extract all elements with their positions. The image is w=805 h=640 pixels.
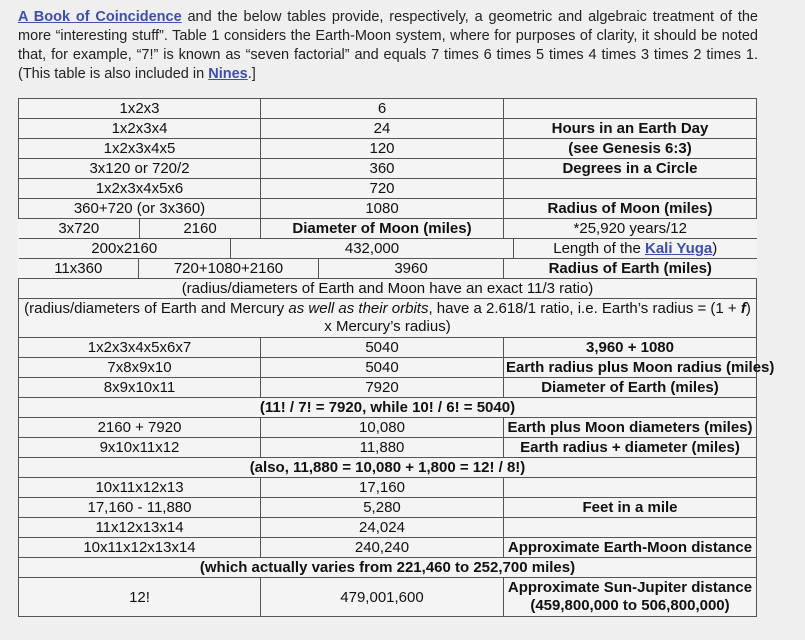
table-row: (which actually varies from 221,460 to 252,700 miles) xyxy=(19,558,757,578)
intro-text-1: and the below tables provide, respectively, a geometric and algebraic treatment of the more “interesting stuff”. Table 1 considers the Earth-Moon system, where for purposes of clarity, it should be noted that, for example, “7!” is known as “seven factorial” and equals 7 times 6 times 5 times 4 times 3 times 2 times 1. (This table is also included in xyxy=(18,9,758,82)
table-row: 7x8x9x10 5040 Earth radius plus Moon radius (miles) xyxy=(19,358,757,378)
table-row: 1x2x3x4x5x6x7 5040 3,960 + 1080 xyxy=(19,338,757,358)
table-row: 2160 + 7920 10,080 Earth plus Moon diameters (miles) xyxy=(19,418,757,438)
kali-yuga-link[interactable]: Kali Yuga xyxy=(644,240,713,257)
table-row: 1x2x3x4x5 120 (see Genesis 6:3) xyxy=(19,139,757,159)
table-row: 8x9x10x11 7920 Diameter of Earth (miles) xyxy=(19,378,757,398)
table-row: 1x2x3 6 xyxy=(19,99,757,119)
table-row: 3x120 or 720/2 360 Degrees in a Circle xyxy=(19,159,757,179)
table-row: (11! / 7! = 7920, while 10! / 6! = 5040) xyxy=(19,398,757,418)
table-row: 11x360 720+1080+2160 3960 Radius of Earth (miles) xyxy=(19,259,757,279)
table-row: 12! 479,001,600 Approximate Sun-Jupiter distance (459,800,000 to 506,800,000) xyxy=(19,578,757,617)
intro-paragraph xyxy=(18,8,758,84)
table-row: 1x2x3x4 24 Hours in an Earth Day xyxy=(19,119,757,139)
book-of-coincidence-link[interactable]: A Book of Coincidence xyxy=(18,9,182,25)
table-row: 9x10x11x12 11,880 Earth radius + diameter (miles) xyxy=(19,438,757,458)
intro-text-2: .] xyxy=(247,66,256,82)
table-row: 360+720 (or 3x360) 1080 Radius of Moon (miles) xyxy=(19,199,757,219)
table-row: 1x2x3x4x5x6 720 xyxy=(19,179,757,199)
table-row: (radius/diameters of Earth and Mercury as well as their orbits, have a 2.618/1 ratio, i.e. Earth’s radius = (1 + f) x Mercury’s radius) xyxy=(19,299,757,338)
nines-link[interactable]: Nines xyxy=(208,66,248,82)
coincidence-table xyxy=(18,98,775,617)
table-row: 10x11x12x13x14 240,240 Approximate Earth-Moon distance xyxy=(19,538,757,558)
table-row: (also, 11,880 = 10,080 + 1,800 = 12! / 8!) xyxy=(19,458,757,478)
table-row: 3x720 2160 Diameter of Moon (miles) *25,920 years/12 xyxy=(19,219,757,239)
table-row: 200x2160 432,000 Length of the Kali Yuga) xyxy=(19,239,757,259)
table-row: (radius/diameters of Earth and Moon have an exact 11/3 ratio) xyxy=(19,279,757,299)
table-row: 10x11x12x13 17,160 xyxy=(19,478,757,498)
table-row: 11x12x13x14 24,024 xyxy=(19,518,757,538)
table-row: 17,160 - 11,880 5,280 Feet in a mile xyxy=(19,498,757,518)
